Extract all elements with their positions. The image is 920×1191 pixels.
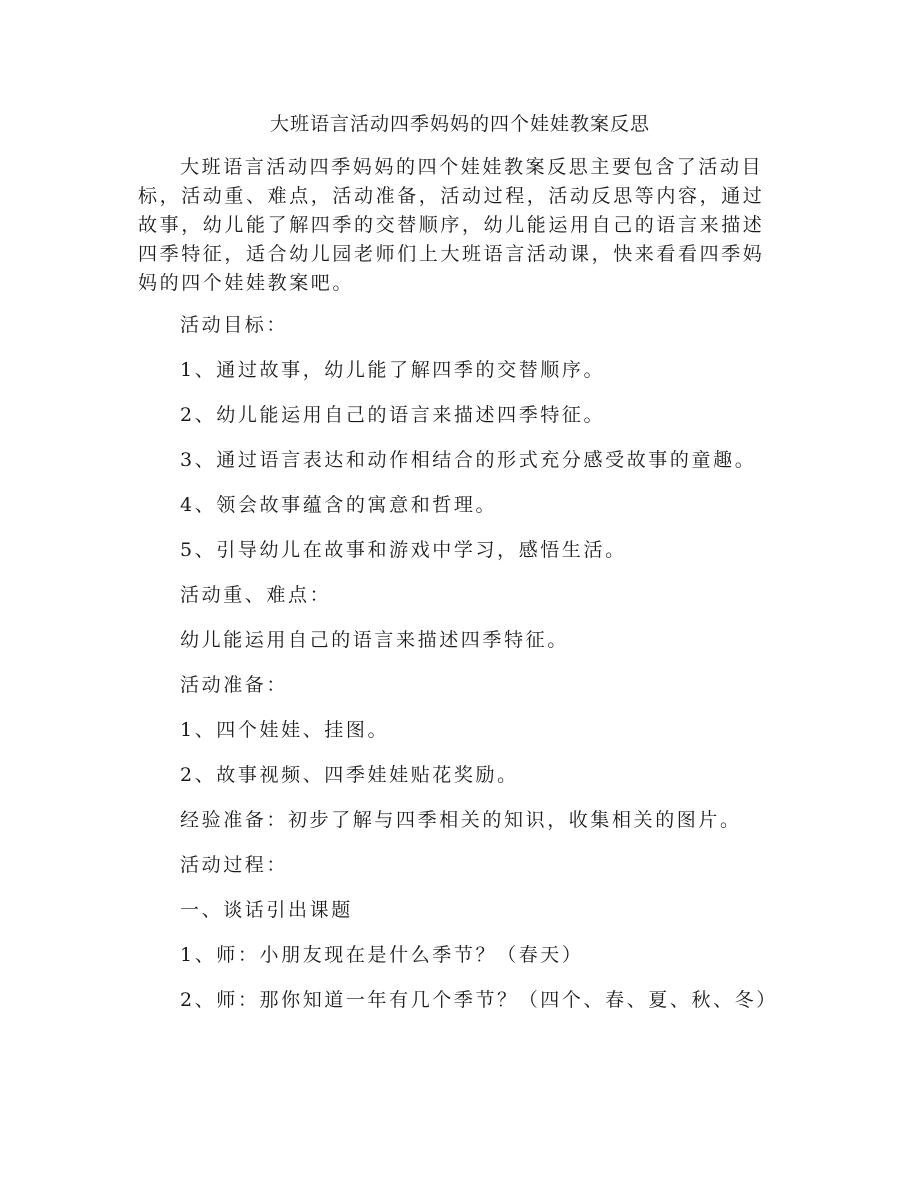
heading-activity-goals: 活动目标： [180, 314, 289, 336]
goal-item-1: 1、通过故事，幼儿能了解四季的交替顺序。 [180, 359, 606, 381]
heading-key-points: 活动重、难点： [180, 584, 332, 606]
preparation-item-1: 1、四个娃娃、挂图。 [180, 719, 390, 741]
document-title: 大班语言活动四季妈妈的四个娃娃教案反思 [269, 113, 650, 135]
heading-preparation: 活动准备： [180, 674, 289, 696]
heading-process: 活动过程： [180, 854, 289, 876]
process-item-1: 1、师：小朋友现在是什么季节？（春天） [180, 944, 584, 966]
goal-item-5: 5、引导幼儿在故事和游戏中学习，感悟生活。 [180, 539, 627, 561]
goal-item-4: 4、领会故事蕴含的寓意和哲理。 [180, 494, 498, 516]
process-item-2: 2、师：那你知道一年有几个季节？（四个、春、夏、秋、冬） [180, 989, 778, 1011]
goal-item-3: 3、通过语言表达和动作相结合的形式充分感受故事的童趣。 [180, 449, 757, 471]
key-point-text: 幼儿能运用自己的语言来描述四季特征。 [180, 629, 569, 651]
process-section-1: 一、谈话引出课题 [180, 899, 353, 921]
intro-paragraph: 大班语言活动四季妈妈的四个娃娃教案反思主要包含了活动目标，活动重、难点，活动准备，活动过程，活动反思等内容，通过故事，幼儿能了解四季的交替顺序，幼儿能运用自己的语言来描述四季特征，适合幼儿园老师们上大班语言活动课，快来看看四季妈妈的四个娃娃教案吧。 [138, 156, 765, 294]
goal-item-2: 2、幼儿能运用自己的语言来描述四季特征。 [180, 404, 606, 426]
preparation-item-2: 2、故事视频、四季娃娃贴花奖励。 [180, 764, 519, 786]
experience-preparation: 经验准备：初步了解与四季相关的知识，收集相关的图片。 [180, 809, 742, 831]
